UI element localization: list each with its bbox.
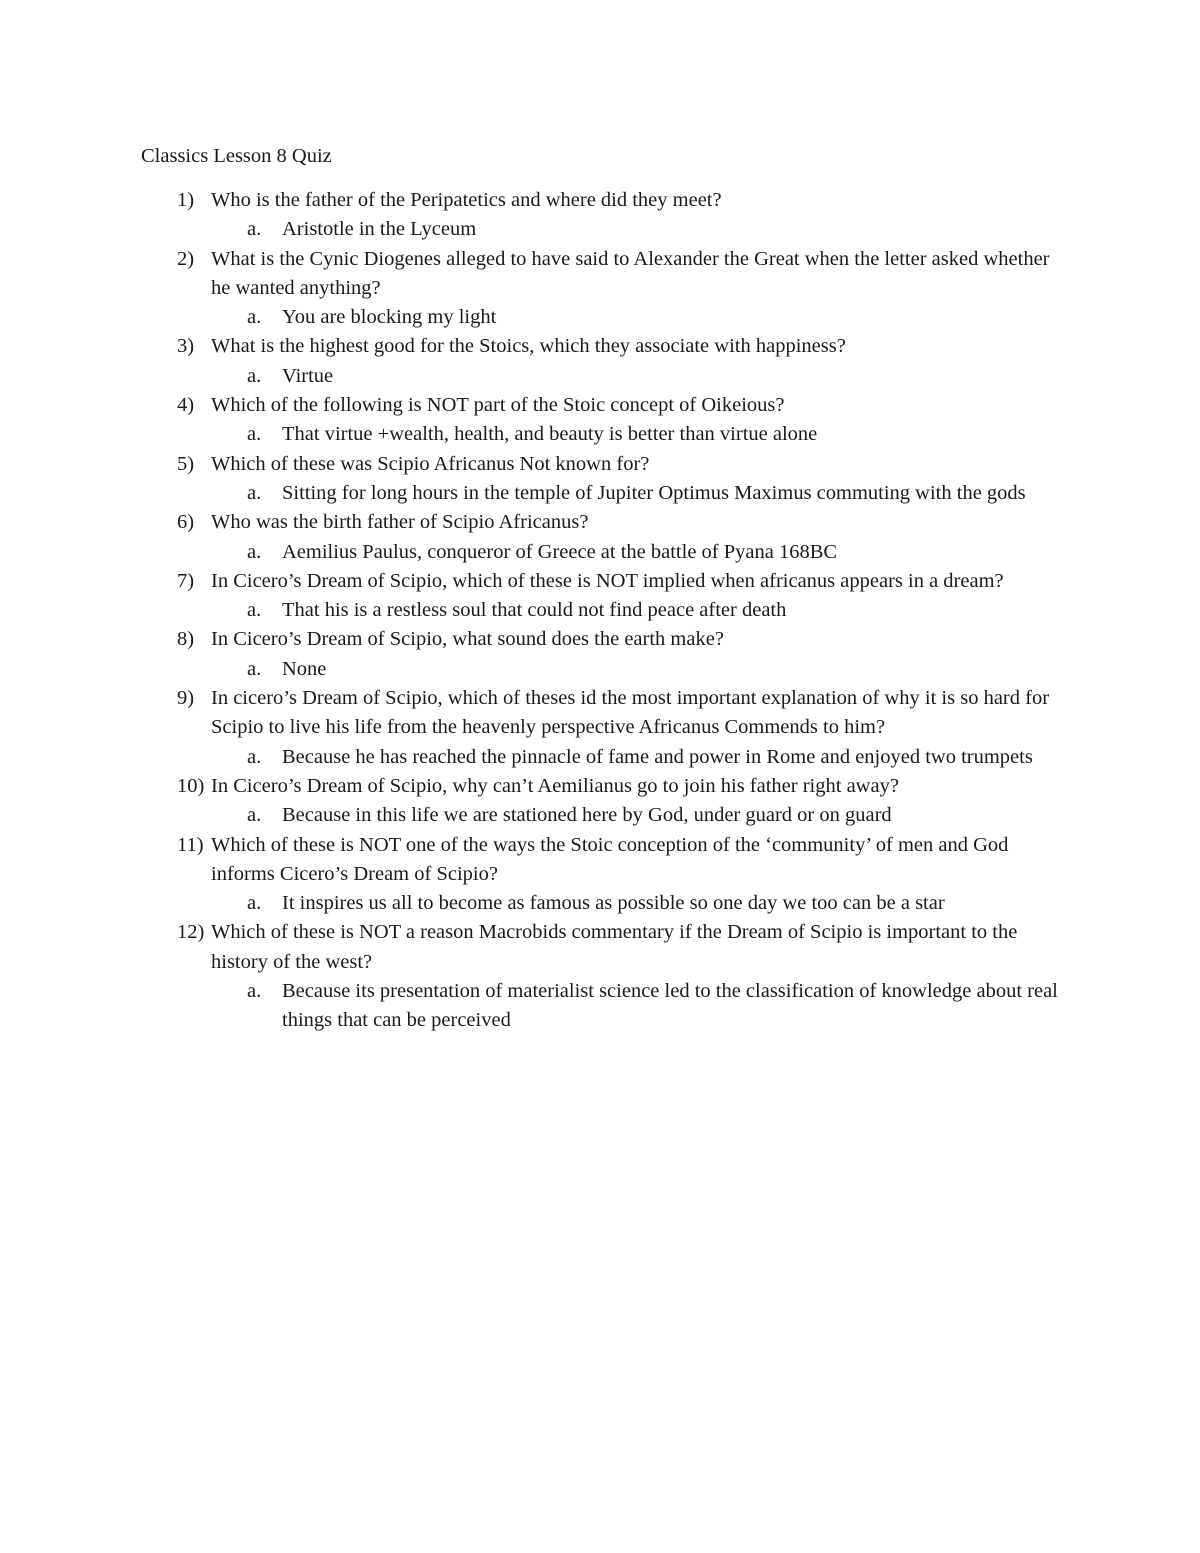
question-text: Which of these is NOT a reason Macrobids commentary if the Dream of Scipio is important to the history of the west? <box>211 921 1018 973</box>
question-number: 4) <box>177 394 195 417</box>
question-number: 12) <box>177 921 205 944</box>
page-title: Classics Lesson 8 Quiz <box>141 145 332 167</box>
question-number: 10) <box>177 774 205 797</box>
question-item <box>0 918 1200 1035</box>
answer-letter: a. <box>247 745 262 768</box>
answer-text: Sitting for long hours in the temple of Jupiter Optimus Maximus commuting with the gods <box>282 481 1026 504</box>
question-number: 1) <box>177 189 195 211</box>
question-number: 9) <box>177 687 195 710</box>
question-text: Who is the father of the Peripatetics and where did they meet? <box>211 189 722 211</box>
question-text: In cicero’s Dream of Scipio, which of theses id the most important explanation of why it is so hard for Scipio to live his life from the heavenly perspective Africanus Commends to him? <box>211 687 1050 739</box>
answer-letter: a. <box>247 306 262 329</box>
answer-item <box>0 215 1200 244</box>
answer-letter: a. <box>247 218 262 241</box>
answer-item <box>0 479 1200 508</box>
question-text: Who was the birth father of Scipio Africanus? <box>211 511 589 534</box>
question-item <box>0 391 1200 450</box>
answer-letter: a. <box>247 364 262 387</box>
question-text: What is the highest good for the Stoics, which they associate with happiness? <box>211 335 846 358</box>
question-text: What is the Cynic Diogenes alleged to have said to Alexander the Great when the letter asked whether he wanted anything? <box>211 247 1050 299</box>
answer-item <box>0 596 1200 625</box>
question-number: 7) <box>177 569 195 592</box>
answer-text: Because its presentation of materialist science led to the classification of knowledge about real things that can be perceived <box>282 980 1058 1032</box>
question-item <box>0 772 1200 831</box>
question-number: 2) <box>177 247 195 270</box>
answer-letter: a. <box>247 804 262 827</box>
answer-item <box>0 303 1200 332</box>
answer-letter: a. <box>247 892 262 915</box>
answer-text: Aemilius Paulus, conqueror of Greece at the battle of Pyana 168BC <box>282 540 838 563</box>
question-number: 6) <box>177 511 195 534</box>
question-number: 8) <box>177 628 195 651</box>
answer-text: You are blocking my light <box>282 306 497 329</box>
question-item <box>0 186 1200 245</box>
question-item <box>0 567 1200 626</box>
question-text: In Cicero’s Dream of Scipio, what sound does the earth make? <box>211 628 724 651</box>
answer-letter: a. <box>247 980 262 1003</box>
question-item <box>0 245 1200 333</box>
question-list <box>0 186 1200 1036</box>
question-item <box>0 508 1200 567</box>
answer-letter: a. <box>247 540 262 563</box>
question-number: 3) <box>177 335 195 358</box>
question-item <box>0 625 1200 684</box>
answer-letter: a. <box>247 423 262 446</box>
answer-item <box>0 801 1200 830</box>
question-number: 11) <box>177 833 204 856</box>
answer-item <box>0 655 1200 684</box>
answer-item <box>0 362 1200 391</box>
answer-text: Because he has reached the pinnacle of fame and power in Rome and enjoyed two trumpets <box>282 745 1033 768</box>
answer-text: None <box>282 657 327 680</box>
answer-text: That his is a restless soul that could not find peace after death <box>282 599 787 622</box>
answer-item <box>0 420 1200 449</box>
answer-item <box>0 977 1200 1036</box>
answer-item <box>0 889 1200 918</box>
answer-letter: a. <box>247 657 262 680</box>
question-number: 5) <box>177 452 195 475</box>
answer-text: It inspires us all to become as famous as possible so one day we too can be a star <box>282 892 945 915</box>
question-item <box>0 450 1200 509</box>
question-text: Which of these was Scipio Africanus Not known for? <box>211 452 650 475</box>
question-item <box>0 831 1200 919</box>
question-text: In Cicero’s Dream of Scipio, why can’t Aemilianus go to join his father right away? <box>211 774 899 797</box>
question-text: In Cicero’s Dream of Scipio, which of these is NOT implied when africanus appears in a dream? <box>211 569 1004 592</box>
answer-letter: a. <box>247 599 262 622</box>
answer-letter: a. <box>247 481 262 504</box>
answer-text: Aristotle in the Lyceum <box>282 218 477 241</box>
answer-text: That virtue +wealth, health, and beauty is better than virtue alone <box>282 423 818 446</box>
question-text: Which of the following is NOT part of the Stoic concept of Oikeious? <box>211 394 785 417</box>
question-text: Which of these is NOT one of the ways the Stoic conception of the ‘community’ of men and God informs Cicero’s Dream of Scipio? <box>211 833 1009 885</box>
answer-text: Virtue <box>282 364 334 387</box>
question-item <box>0 332 1200 391</box>
question-item <box>0 684 1200 772</box>
answer-text: Because in this life we are stationed here by God, under guard or on guard <box>282 804 892 827</box>
answer-item <box>0 743 1200 772</box>
answer-item <box>0 538 1200 567</box>
